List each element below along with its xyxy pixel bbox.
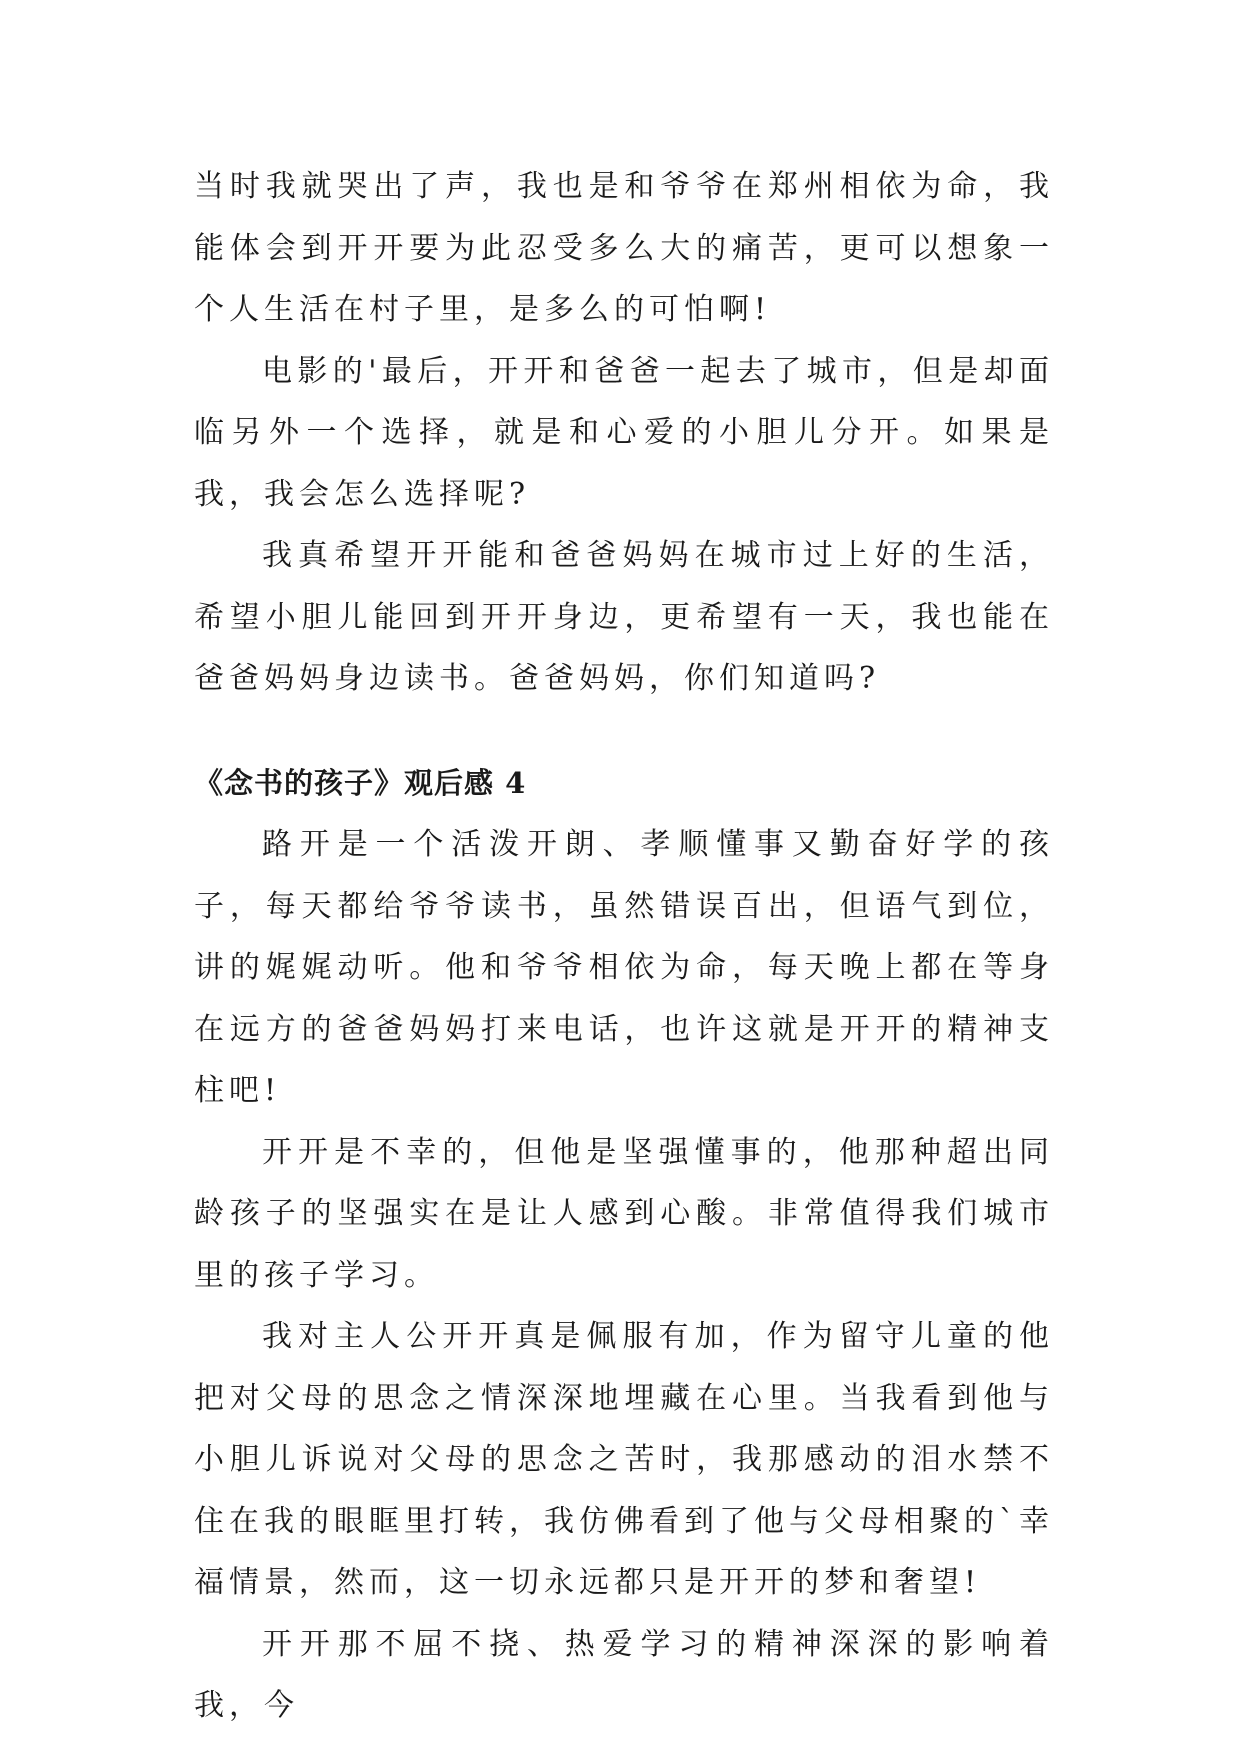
section-title: 《念书的孩子》观后感 4 xyxy=(194,765,527,800)
paragraph: 开开是不幸的，但他是坚强懂事的，他那种超出同龄孩子的坚强实在是让人感到心酸。非常值得我们城市里的孩子学习。 xyxy=(194,1134,1054,1293)
paragraph-truncated: 开开那不屈不挠、热爱学习的精神深深的影响着我，今 xyxy=(194,1626,1054,1723)
paragraph: 我对主人公开开真是佩服有加，作为留守儿童的他把对父母的思念之情深深地埋藏在心里。当我看到他与小胆儿诉说对父母的思念之苦时，我那感动的泪水禁不住在我的眼眶里打转，我仿佛看到了他与父母相聚的`幸福情景，然而，这一切永远都只是开开的梦和奢望! xyxy=(194,1319,1054,1600)
document-body xyxy=(194,156,1054,1737)
paragraph: 路开是一个活泼开朗、孝顺懂事又勤奋好学的孩子，每天都给爷爷读书，虽然错误百出，但语气到位，讲的娓娓动听。他和爷爷相依为命，每天晚上都在等身在远方的爸爸妈妈打来电话，也许这就是开开的精神支柱吧! xyxy=(194,827,1054,1108)
paragraph: 我真希望开开能和爸爸妈妈在城市过上好的生活，希望小胆儿能回到开开身边，更希望有一天，我也能在爸爸妈妈身边读书。爸爸妈妈，你们知道吗? xyxy=(194,538,1054,696)
paragraph-continued: 当时我就哭出了声，我也是和爷爷在郑州相依为命，我能体会到开开要为此忍受多么大的痛苦，更可以想象一个人生活在村子里，是多么的可怕啊! xyxy=(194,169,1054,327)
paragraph: 电影的'最后，开开和爸爸一起去了城市，但是却面临另外一个选择，就是和心爱的小胆儿分开。如果是我，我会怎么选择呢? xyxy=(194,353,1054,512)
